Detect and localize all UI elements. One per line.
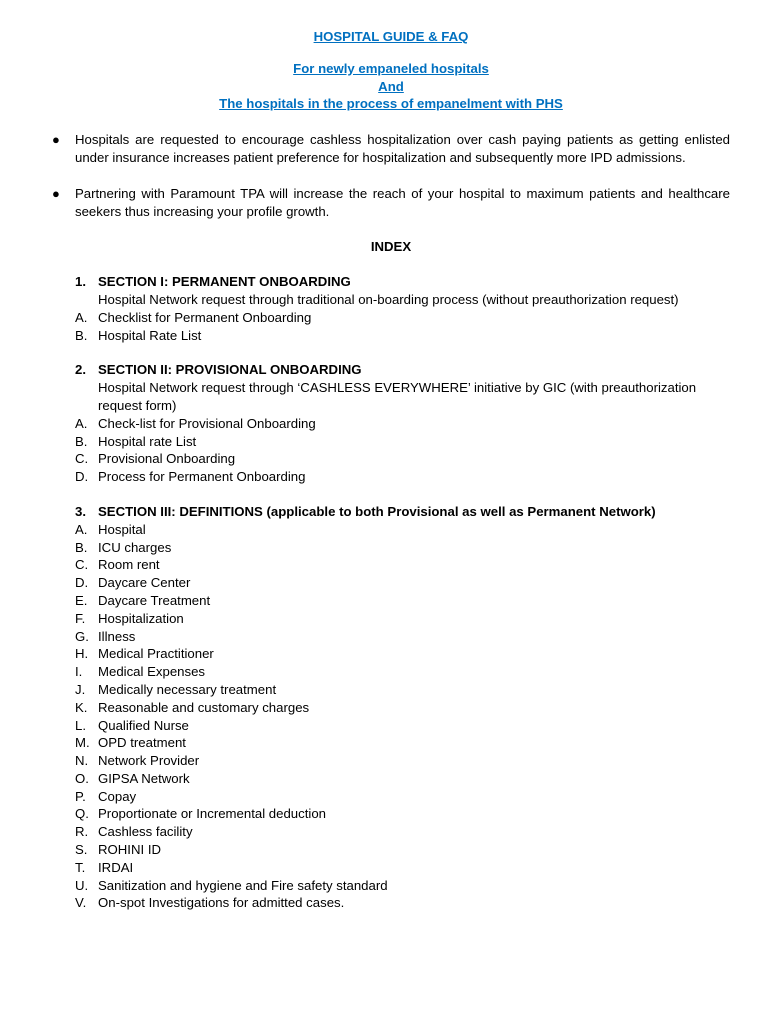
item-letter: P.: [75, 788, 86, 804]
index-list-item: [52, 823, 730, 841]
index-section: [52, 273, 730, 344]
item-letter: C.: [75, 557, 89, 573]
intro-bullet-item: [52, 185, 730, 221]
item-text: Medical Practitioner: [98, 646, 214, 662]
index-list-item: [52, 894, 730, 912]
index-heading: INDEX: [370, 239, 412, 255]
index-list-item: [52, 752, 730, 770]
item-text: Hospital Rate List: [98, 327, 202, 343]
index-list-item: [52, 663, 730, 681]
index-list-item: [52, 556, 730, 574]
intro-bullet-list: [52, 131, 730, 220]
item-text: IRDAI: [98, 859, 134, 875]
item-letter: D.: [75, 575, 89, 591]
item-letter: E.: [75, 592, 88, 608]
item-text: Sanitization and hygiene and Fire safety standard: [98, 877, 388, 893]
item-letter: B.: [75, 539, 88, 555]
item-letter: Q.: [75, 806, 89, 822]
index-list-item: [52, 734, 730, 752]
index-list-item: [52, 699, 730, 717]
index-list-item: [52, 309, 730, 327]
item-letter: D.: [75, 469, 89, 485]
index-list-item: [52, 327, 730, 345]
index-list-item: [52, 592, 730, 610]
item-text: Provisional Onboarding: [98, 451, 236, 467]
subtitle-line-1: For newly empaneled hospitals: [293, 60, 489, 76]
item-text: Checklist for Permanent Onboarding: [98, 309, 312, 325]
item-letter: H.: [75, 646, 89, 662]
index-section: [52, 361, 730, 486]
index-list-item: [52, 433, 730, 451]
index-list-item: [52, 574, 730, 592]
item-text: Daycare Center: [98, 575, 191, 591]
index-list-item: [52, 645, 730, 663]
subtitle-line-2: And: [378, 78, 404, 94]
bullet-text: Hospitals are requested to encourage cashless hospitalization over cash paying patients as getting enlisted under insurance increases patient preference for hospitalization and subsequently more IPD admissions.: [75, 132, 730, 165]
section-number: 3.: [75, 503, 86, 519]
section-description: Hospital Network request through traditional on-boarding process (without preauthorization request): [98, 291, 679, 307]
item-text: Process for Permanent Onboarding: [98, 469, 306, 485]
item-letter: S.: [75, 842, 88, 858]
index-sections: [52, 273, 730, 912]
index-list-item: [52, 841, 730, 859]
section-title: SECTION III: DEFINITIONS (applicable to both Provisional as well as Permanent Network): [98, 503, 656, 519]
item-text: Medically necessary treatment: [98, 681, 277, 697]
document-title: HOSPITAL GUIDE & FAQ: [313, 29, 469, 44]
index-list-item: [52, 521, 730, 539]
item-text: Daycare Treatment: [98, 592, 211, 608]
section-heading: [52, 273, 730, 291]
item-text: ICU charges: [98, 539, 172, 555]
index-section: [52, 503, 730, 912]
bullet-text: Partnering with Paramount TPA will increase the reach of your hospital to maximum patients and healthcare seekers thus increasing your profile growth.: [75, 185, 730, 219]
item-text: Illness: [98, 628, 136, 644]
item-letter: C.: [75, 451, 89, 467]
index-list-item: [52, 628, 730, 646]
item-letter: A.: [75, 521, 88, 537]
item-text: Room rent: [98, 557, 160, 573]
item-letter: J.: [75, 681, 86, 697]
item-letter: B.: [75, 433, 88, 449]
subtitle-line-3: The hospitals in the process of empanelment with PHS: [219, 96, 563, 112]
item-letter: U.: [75, 877, 89, 893]
item-text: Proportionate or Incremental deduction: [98, 806, 326, 822]
section-heading: [52, 361, 730, 379]
index-list-item: [52, 468, 730, 486]
item-text: Medical Expenses: [98, 664, 206, 680]
item-text: ROHINI ID: [98, 842, 162, 858]
item-letter: T.: [75, 859, 86, 875]
section-title: SECTION II: PROVISIONAL ONBOARDING: [98, 362, 362, 378]
item-text: Network Provider: [98, 753, 200, 769]
intro-bullet-item: [52, 131, 730, 167]
bullet-icon: ●: [52, 132, 60, 148]
index-list-item: [52, 717, 730, 735]
item-text: On-spot Investigations for admitted cases.: [98, 895, 345, 911]
section-description: Hospital Network request through ‘CASHLESS EVERYWHERE’ initiative by GIC (with preauthorization request form): [98, 380, 697, 413]
index-list-item: [52, 610, 730, 628]
index-list-item: [52, 788, 730, 806]
item-text: Copay: [98, 788, 137, 804]
bullet-icon: ●: [52, 185, 60, 201]
item-text: Hospital: [98, 521, 146, 537]
item-letter: N.: [75, 753, 89, 769]
item-letter: A.: [75, 415, 88, 431]
item-letter: A.: [75, 309, 88, 325]
section-title: SECTION I: PERMANENT ONBOARDING: [98, 274, 351, 290]
index-list-item: [52, 450, 730, 468]
index-list-item: [52, 770, 730, 788]
item-letter: I.: [75, 664, 83, 680]
item-letter: G.: [75, 628, 89, 644]
item-letter: M.: [75, 735, 90, 751]
item-letter: O.: [75, 770, 89, 786]
item-letter: R.: [75, 824, 89, 840]
section-number: 1.: [75, 274, 86, 290]
index-list-item: [52, 805, 730, 823]
item-text: Qualified Nurse: [98, 717, 189, 733]
item-letter: V.: [75, 895, 87, 911]
index-list-item: [52, 415, 730, 433]
item-text: OPD treatment: [98, 735, 186, 751]
item-letter: B.: [75, 327, 88, 343]
index-list-item: [52, 539, 730, 557]
section-heading: [52, 503, 730, 521]
item-letter: K.: [75, 699, 88, 715]
item-text: Hospital rate List: [98, 433, 197, 449]
section-number: 2.: [75, 362, 86, 378]
index-list-item: [52, 877, 730, 895]
item-letter: L.: [75, 717, 86, 733]
item-text: GIPSA Network: [98, 770, 190, 786]
item-text: Hospitalization: [98, 610, 184, 626]
item-text: Cashless facility: [98, 824, 193, 840]
item-text: Check-list for Provisional Onboarding: [98, 415, 316, 431]
index-list-item: [52, 859, 730, 877]
item-text: Reasonable and customary charges: [98, 699, 310, 715]
index-list-item: [52, 681, 730, 699]
item-letter: F.: [75, 610, 86, 626]
